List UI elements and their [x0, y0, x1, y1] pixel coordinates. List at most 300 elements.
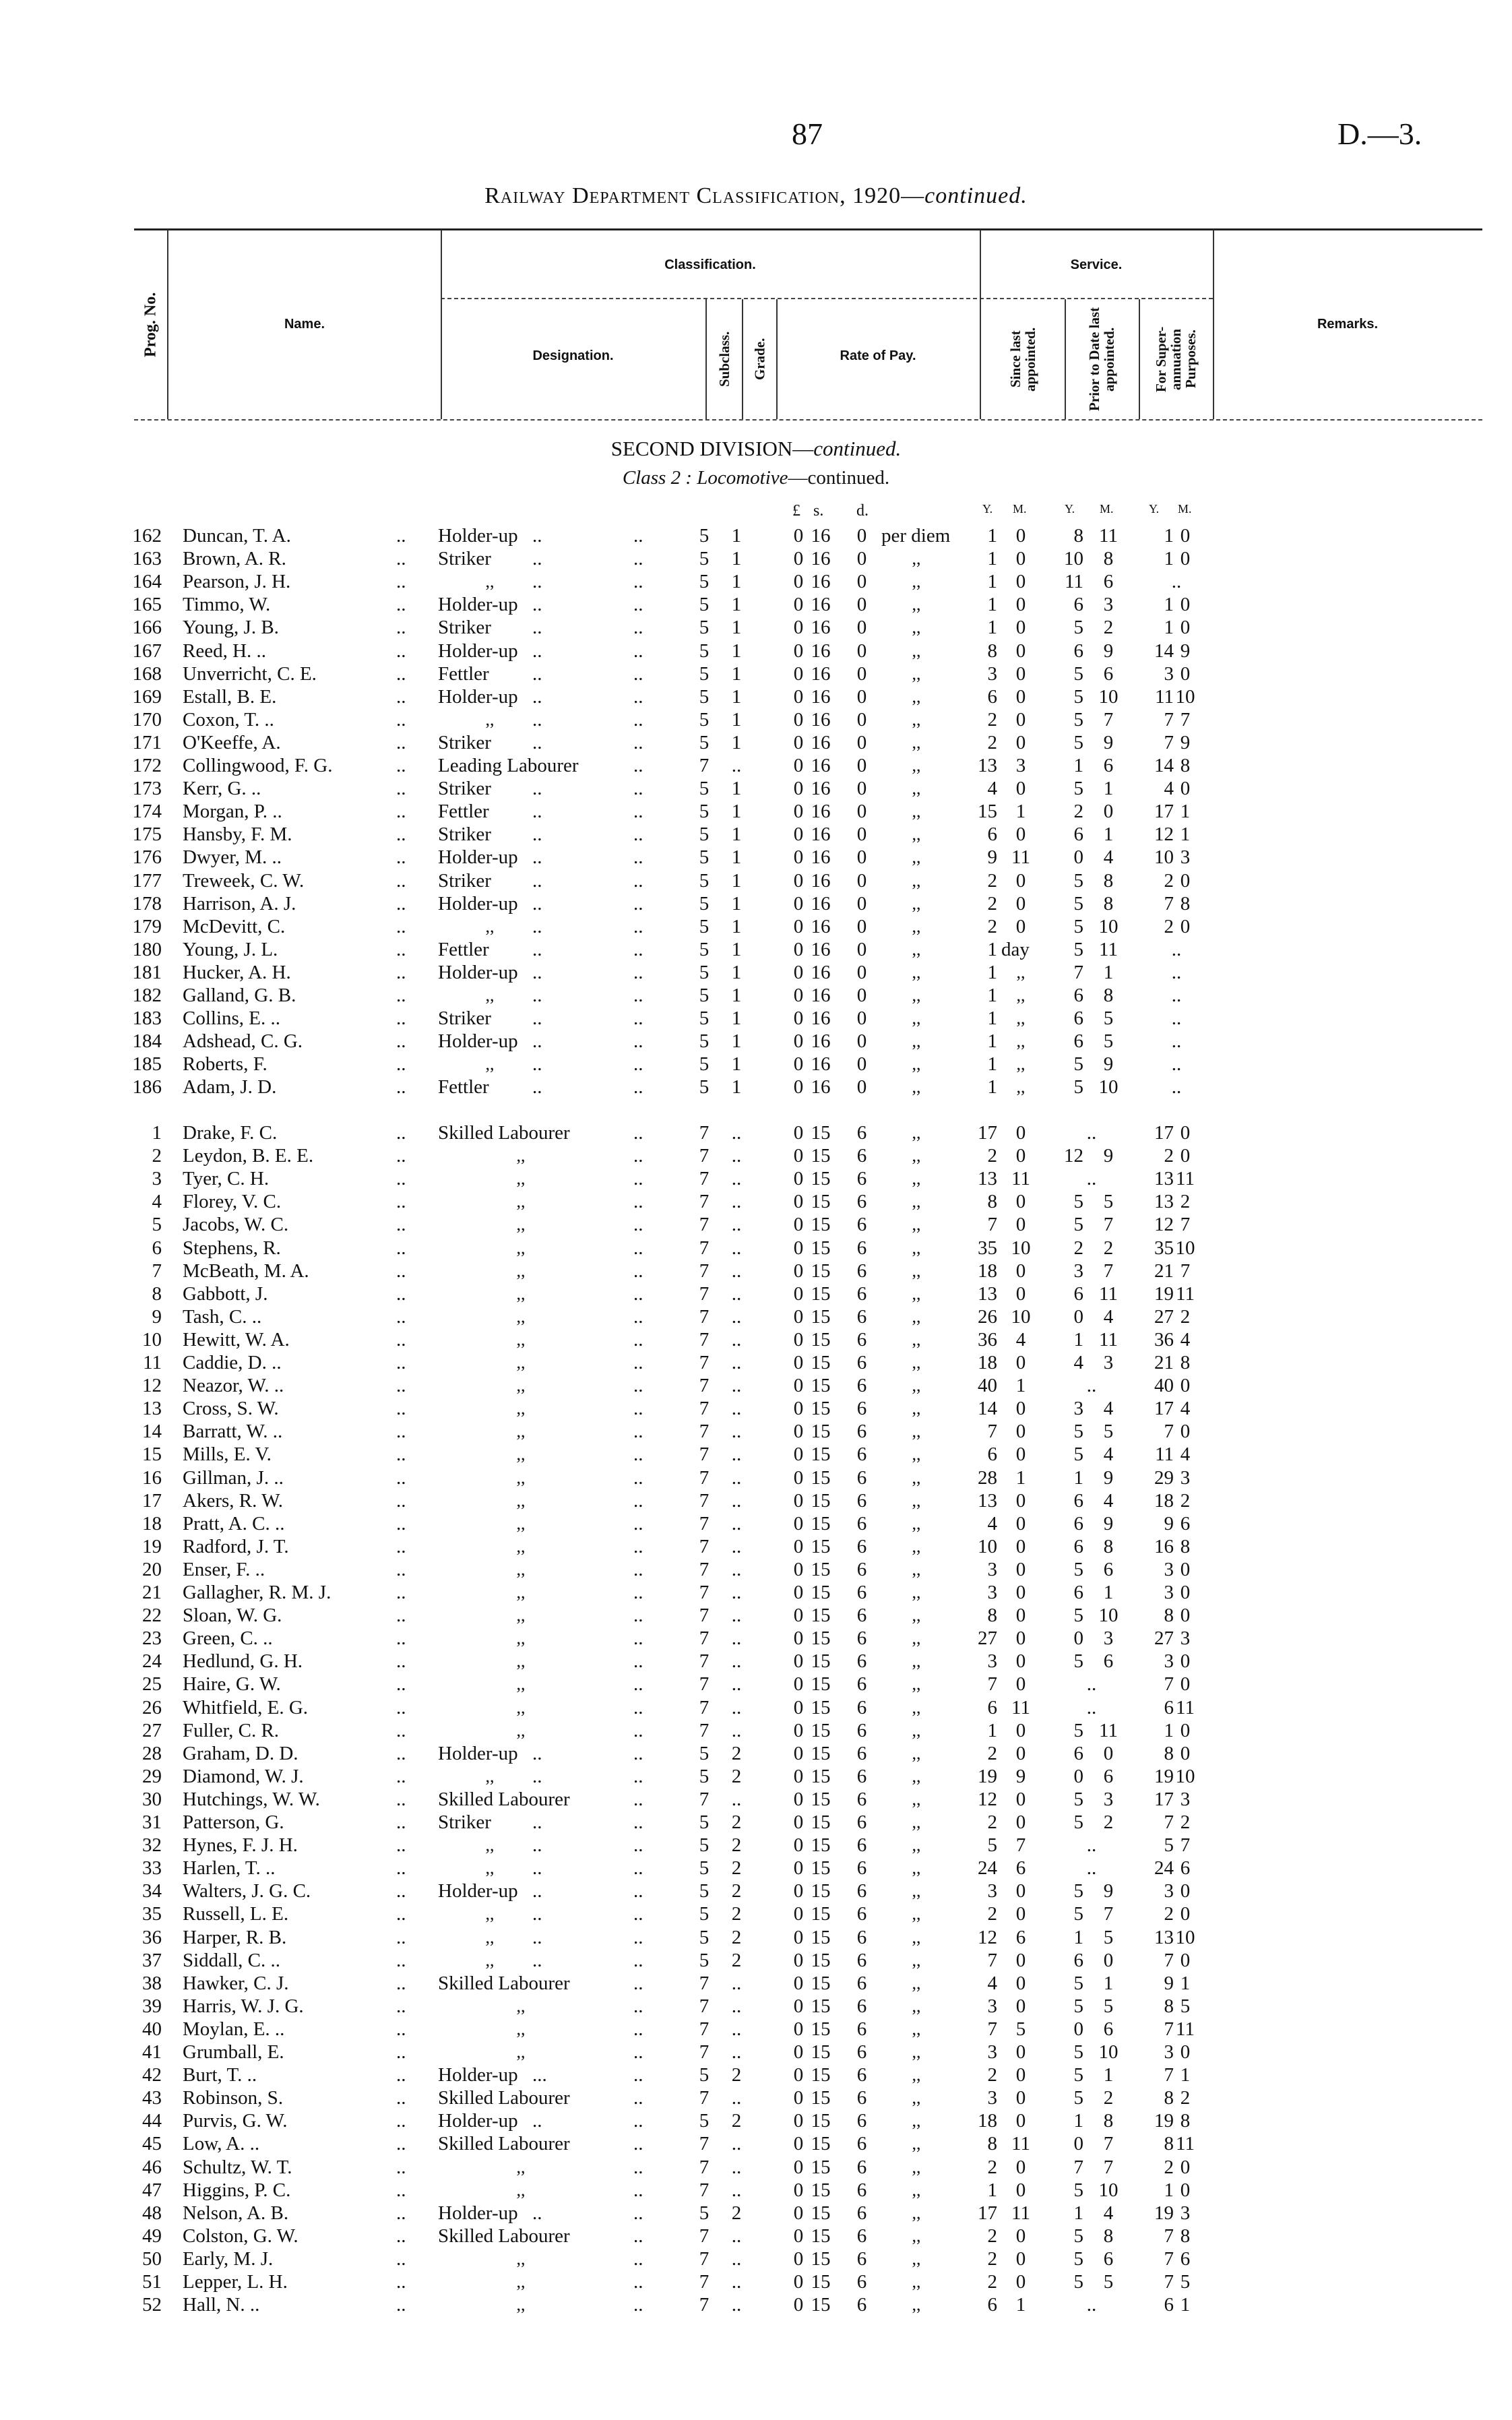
pay-pounds: 0 [793, 1168, 804, 1190]
pay-shillings: 16 [811, 1030, 831, 1053]
grade: .. [731, 1352, 742, 1373]
pay-shillings: 15 [811, 1352, 831, 1373]
prior-months: 9 [1103, 1466, 1114, 1489]
pay-pence: 6 [856, 1673, 867, 1696]
name-leader: .. [396, 548, 406, 570]
pay-pence: 6 [856, 1168, 867, 1190]
grade: 1 [731, 594, 742, 616]
table-row [0, 2225, 1512, 2247]
prog-no: 15 [142, 1444, 162, 1466]
grade: .. [731, 1535, 742, 1557]
subclass: 5 [699, 1742, 710, 1764]
designation-leader: .. [633, 892, 643, 914]
prior-years: 7 [1073, 2156, 1083, 2178]
super-years: 17 [1154, 801, 1174, 823]
prior-months: 7 [1103, 1260, 1114, 1282]
pay-unit: ,, [912, 2111, 921, 2131]
designation-leader: .. [633, 915, 643, 937]
designation-leader: .. [633, 571, 643, 593]
designation-leader: .. [633, 1352, 643, 1373]
super-months: 0 [1180, 525, 1191, 547]
pay-pence: 0 [856, 801, 867, 823]
pay-pence: 6 [856, 1857, 867, 1880]
since-years: 6 [987, 685, 997, 708]
pay-pounds: 0 [793, 1627, 804, 1650]
table-row [0, 984, 1512, 1007]
pay-pounds: 0 [793, 1650, 804, 1673]
pay-pounds: 0 [793, 1811, 804, 1833]
super-years: 35 [1154, 1237, 1174, 1259]
prior-months: 5 [1103, 1995, 1114, 2017]
super-years: 17 [1154, 1788, 1174, 1810]
employee-name: Diamond, W. J. [183, 1765, 304, 1787]
pay-shillings: 15 [811, 1857, 831, 1880]
prior-months: 0 [1103, 801, 1114, 823]
since-months: 0 [1015, 778, 1026, 800]
designation: Holder-up [438, 685, 518, 708]
since-years: 15 [978, 801, 997, 823]
grade: .. [731, 1214, 742, 1236]
since-months: 0 [1015, 571, 1026, 593]
unit-years: Y. [1065, 502, 1075, 516]
name-leader: .. [396, 2247, 406, 2270]
subclass: 7 [699, 1305, 710, 1328]
table-row [0, 524, 1512, 547]
name-leader: .. [396, 2133, 406, 2155]
table-row [0, 915, 1512, 938]
designation-leader: .. [633, 1375, 643, 1397]
pay-pounds: 0 [793, 869, 804, 892]
pay-pounds: 0 [793, 1328, 804, 1351]
prior-months: 11 [1099, 938, 1118, 960]
grade: 2 [731, 2064, 742, 2086]
pay-unit: ,, [912, 1329, 921, 1349]
since-months: 0 [1015, 1995, 1026, 2017]
subclass: 5 [699, 662, 710, 685]
pay-unit: ,, [912, 2202, 921, 2223]
prior-months: 1 [1103, 1582, 1114, 1603]
table-row [0, 1420, 1512, 1443]
pay-unit: ,, [912, 1306, 921, 1326]
prior-months: 2 [1103, 2087, 1114, 2109]
super-years: 8 [1164, 2087, 1174, 2109]
employee-name: Nelson, A. B. [183, 2202, 289, 2224]
pay-shillings: 16 [811, 1053, 831, 1076]
pay-shillings: 15 [811, 1926, 831, 1948]
name-leader: .. [396, 2087, 406, 2109]
employee-name: Collins, E. .. [183, 1007, 281, 1030]
super-months: 8 [1180, 1535, 1191, 1557]
pay-shillings: 15 [811, 1237, 831, 1259]
unit-years: Y. [982, 502, 993, 516]
pay-unit: ,, [912, 1582, 921, 1602]
prior-years: 1 [1073, 1926, 1083, 1948]
table-row [0, 1558, 1512, 1581]
table-row [0, 1260, 1512, 1282]
since-months: 0 [1015, 685, 1026, 708]
pay-pence: 0 [856, 662, 867, 685]
pay-unit: ,, [912, 2295, 921, 2315]
since-years: 10 [978, 1535, 997, 1557]
name-leader: .. [396, 1489, 406, 1512]
prog-no: 5 [152, 1214, 162, 1236]
table-row [0, 2086, 1512, 2109]
designation: Striker [438, 1811, 491, 1833]
since-months: 0 [1015, 2041, 1026, 2063]
super-months: 10 [1175, 1765, 1195, 1787]
designation-leader: .. [532, 846, 542, 869]
pay-unit: ,, [912, 1353, 921, 1372]
name-leader: .. [396, 1260, 406, 1282]
name-leader: .. [396, 1627, 406, 1650]
subclass: 5 [699, 892, 710, 914]
prog-no: 17 [142, 1489, 162, 1512]
grade: 2 [731, 1742, 742, 1764]
pay-pounds: 0 [793, 1696, 804, 1718]
employee-name: Green, C. .. [183, 1627, 273, 1650]
pay-unit: ,, [912, 2018, 921, 2039]
prog-no: 19 [142, 1535, 162, 1557]
grade: .. [731, 1558, 742, 1580]
pay-pence: 6 [856, 1145, 867, 1167]
designation-leader: .. [633, 548, 643, 570]
prog-no: 36 [142, 1926, 162, 1948]
prior-months: 4 [1103, 846, 1114, 869]
name-leader: .. [396, 1535, 406, 1557]
subclass: 5 [699, 846, 710, 869]
prog-no: 47 [142, 2179, 162, 2201]
super-months: 6 [1180, 1857, 1191, 1880]
since-years: 7 [987, 2018, 997, 2040]
designation-leader: .. [532, 1030, 542, 1053]
subclass: 7 [699, 1627, 710, 1650]
prog-no: 176 [132, 846, 162, 869]
designation-leader: .. [532, 525, 542, 547]
since-months: 6 [1015, 1926, 1026, 1948]
designation-leader: .. [633, 662, 643, 685]
employee-name: Unverricht, C. E. [183, 662, 317, 685]
pay-pence: 6 [856, 1282, 867, 1305]
since-years: 24 [978, 1857, 997, 1880]
designation: ,, [516, 1995, 526, 2016]
pay-pounds: 0 [793, 2133, 804, 2155]
employee-name: Coxon, T. .. [183, 708, 274, 731]
super-months: 0 [1180, 869, 1191, 892]
designation: Skilled Labourer [438, 2133, 570, 2155]
table-row [0, 570, 1512, 593]
super-years: 2 [1164, 1145, 1174, 1167]
pay-pence: 0 [856, 594, 867, 616]
since-years: 26 [978, 1305, 997, 1328]
pay-unit: ,, [912, 847, 921, 867]
designation: Skilled Labourer [438, 1122, 570, 1144]
pay-unit: ,, [912, 594, 921, 615]
since-months: 0 [1015, 1214, 1026, 1236]
pay-pence: 0 [856, 915, 867, 937]
name-leader: .. [396, 801, 406, 823]
since-months: 3 [1015, 755, 1026, 776]
prog-no: 30 [142, 1788, 162, 1810]
designation: ,, [516, 1421, 526, 1441]
name-leader: .. [396, 1076, 406, 1098]
prior-years: 6 [1073, 985, 1083, 1006]
designation: Holder-up [438, 1030, 518, 1053]
super-months: 11 [1176, 2133, 1195, 2155]
subclass: 5 [699, 1076, 710, 1098]
prog-no: 6 [152, 1237, 162, 1259]
pay-pence: 6 [856, 1489, 867, 1512]
pay-pounds: 0 [793, 1903, 804, 1925]
prior-months: 2 [1103, 617, 1114, 639]
employee-name: Harper, R. B. [183, 1926, 287, 1948]
pay-pounds: 0 [793, 2156, 804, 2178]
grade: 1 [731, 1007, 742, 1030]
table-row [0, 662, 1512, 685]
since-months: 4 [1015, 1328, 1026, 1351]
subclass: 5 [699, 685, 710, 708]
pay-shillings: 16 [811, 571, 831, 593]
header-name: Name. [284, 317, 325, 332]
super-years: 3 [1164, 1558, 1174, 1580]
designation: Striker [438, 617, 491, 639]
table-row [0, 1190, 1512, 1213]
subclass: 7 [699, 1466, 710, 1489]
pay-shillings: 15 [811, 2064, 831, 2086]
designation-leader: .. [633, 1673, 643, 1696]
name-leader: .. [396, 2225, 406, 2247]
employee-name: Roberts, F. [183, 1053, 267, 1076]
designation-leader: .. [633, 1444, 643, 1466]
super-months: 1 [1180, 1972, 1191, 1994]
pay-shillings: 15 [811, 1903, 831, 1925]
designation-leader: .. [532, 685, 542, 708]
table-row [0, 1972, 1512, 1995]
pay-pounds: 0 [793, 1949, 804, 1971]
pay-unit: ,, [912, 640, 921, 660]
super-years: 14 [1154, 640, 1174, 662]
prog-no: 49 [142, 2225, 162, 2247]
prog-no: 186 [132, 1076, 162, 1098]
prior-months: 1 [1103, 824, 1114, 846]
pay-unit: ,, [912, 985, 921, 1005]
pay-unit: ,, [912, 1513, 921, 1533]
subclass: 7 [699, 1558, 710, 1580]
name-leader: .. [396, 594, 406, 616]
prior-months: 11 [1099, 1719, 1118, 1741]
super-months: 7 [1180, 1260, 1191, 1282]
designation-leader: .. [633, 2018, 643, 2040]
employee-name: Enser, F. .. [183, 1558, 265, 1580]
prior-years: .. [1086, 1673, 1097, 1696]
pay-unit: ,, [912, 939, 921, 959]
super-years: 16 [1154, 1535, 1174, 1557]
pay-pounds: 0 [793, 2087, 804, 2109]
designation-leader: .. [532, 1949, 542, 1971]
grade: .. [731, 2018, 742, 2040]
pay-pence: 0 [856, 640, 867, 662]
pay-shillings: 16 [811, 824, 831, 846]
name-leader: .. [396, 2202, 406, 2224]
prior-months: 2 [1103, 1237, 1114, 1259]
designation-leader: .. [532, 938, 542, 960]
pay-unit: ,, [912, 2225, 921, 2245]
designation-leader: .. [532, 1007, 542, 1030]
pay-pounds: 0 [793, 1742, 804, 1764]
designation-leader: .. [633, 869, 643, 892]
pay-pence: 0 [856, 755, 867, 776]
since-years: 3 [987, 662, 997, 685]
since-months: 0 [1015, 1421, 1026, 1443]
pay-shillings: 15 [811, 1214, 831, 1236]
since-months: 0 [1015, 662, 1026, 685]
prior-months: 9 [1103, 1512, 1114, 1534]
prior-years: 5 [1073, 2247, 1083, 2270]
prog-no: 171 [132, 731, 162, 753]
employee-name: Grumball, E. [183, 2041, 284, 2063]
pay-pence: 0 [856, 571, 867, 593]
pay-shillings: 15 [811, 1949, 831, 1971]
pay-pence: 6 [856, 1582, 867, 1603]
prior-years: 6 [1073, 1949, 1083, 1971]
pay-pence: 0 [856, 708, 867, 731]
prior-months: 1 [1103, 2064, 1114, 2086]
since-years: 35 [978, 1237, 997, 1259]
pay-pounds: 0 [793, 685, 804, 708]
designation: ,, [485, 1858, 495, 1878]
prior-years: 1 [1073, 2110, 1083, 2132]
designation-leader: .. [633, 708, 643, 731]
super-months: 0 [1180, 662, 1191, 685]
since-years: 6 [987, 2294, 997, 2316]
prog-no: 170 [132, 708, 162, 731]
super-years: 2 [1164, 2156, 1174, 2178]
designation: ,, [485, 571, 495, 592]
unit-months: M. [1178, 502, 1192, 516]
designation-leader: .. [633, 1282, 643, 1305]
since-months: 0 [1015, 1122, 1026, 1144]
employee-name: Hewitt, W. A. [183, 1328, 290, 1351]
prior-years: 5 [1073, 1558, 1083, 1580]
pay-pounds: 0 [793, 617, 804, 639]
name-leader: .. [396, 731, 406, 753]
super-months: 0 [1180, 1903, 1191, 1925]
pay-shillings: 15 [811, 2271, 831, 2293]
pay-pence: 6 [856, 2064, 867, 2086]
designation: Leading Labourer [438, 755, 579, 776]
since-months: 0 [1015, 2225, 1026, 2247]
name-leader: .. [396, 892, 406, 914]
subclass: 7 [699, 1995, 710, 2017]
prog-no: 32 [142, 1834, 162, 1857]
prior-years: 5 [1073, 2179, 1083, 2201]
since-years: 2 [987, 1742, 997, 1764]
designation: ,, [516, 1283, 526, 1303]
prior-years: 5 [1073, 1444, 1083, 1466]
prior-years: 5 [1073, 662, 1083, 685]
name-leader: .. [396, 1673, 406, 1696]
pay-shillings: 16 [811, 594, 831, 616]
designation-leader: .. [633, 1030, 643, 1053]
prog-no: 169 [132, 685, 162, 708]
super-years: 17 [1154, 1398, 1174, 1420]
pay-pence: 0 [856, 1053, 867, 1076]
designation-leader: .. [633, 1926, 643, 1948]
subclass: 7 [699, 1582, 710, 1603]
super-years: 1 [1164, 548, 1174, 570]
designation: ,, [485, 916, 495, 936]
prior-years: 2 [1073, 801, 1083, 823]
since-years: 3 [987, 2087, 997, 2109]
designation: ,, [516, 2272, 526, 2291]
name-leader: .. [396, 640, 406, 662]
pay-pounds: 0 [793, 1719, 804, 1741]
designation-leader: .. [532, 1076, 542, 1098]
prior-months: 8 [1103, 548, 1114, 570]
pay-unit: ,, [912, 2065, 921, 2085]
pay-pounds: 0 [793, 1834, 804, 1857]
grade: 2 [731, 1834, 742, 1857]
employee-name: Haire, G. W. [183, 1673, 281, 1696]
employee-name: Early, M. J. [183, 2247, 274, 2270]
super-months: 3 [1180, 1788, 1191, 1810]
grade: 2 [731, 1765, 742, 1787]
pay-unit: ,, [912, 1812, 921, 1832]
prog-no: 162 [132, 525, 162, 547]
name-leader: .. [396, 1191, 406, 1213]
prog-no: 1 [152, 1122, 162, 1144]
since-months: 0 [1015, 1582, 1026, 1603]
pay-unit: ,, [912, 1559, 921, 1579]
employee-name: Purvis, G. W. [183, 2110, 288, 2132]
pay-unit: ,, [912, 1766, 921, 1786]
designation-leader: .. [633, 2041, 643, 2063]
since-months: 10 [1011, 1305, 1031, 1328]
designation-leader: .. [633, 846, 643, 869]
pay-unit: ,, [912, 1398, 921, 1419]
prog-no: 18 [142, 1512, 162, 1534]
since-years: 7 [987, 1214, 997, 1236]
designation-leader: .. [633, 594, 643, 616]
prog-no: 44 [142, 2110, 162, 2132]
pay-pounds: 0 [793, 1305, 804, 1328]
pay-pence: 6 [856, 2018, 867, 2040]
pay-pounds: 0 [793, 1282, 804, 1305]
prior-months: 9 [1103, 1880, 1114, 1902]
super-months: 6 [1180, 1512, 1191, 1534]
subclass: 7 [699, 1605, 710, 1627]
designation-leader: .. [633, 938, 643, 960]
since-years: 27 [978, 1627, 997, 1650]
table-row [0, 961, 1512, 984]
since-months: 0 [1015, 869, 1026, 892]
table-row [0, 892, 1512, 915]
pay-pence: 6 [856, 1512, 867, 1534]
super-months: 0 [1180, 1673, 1191, 1696]
prior-years: 5 [1073, 2225, 1083, 2247]
pay-pence: 0 [856, 869, 867, 892]
name-leader: .. [396, 1811, 406, 1833]
super-months: 10 [1175, 1926, 1195, 1948]
grade: .. [731, 1237, 742, 1259]
super-years: 8 [1164, 2133, 1174, 2155]
unit-months: M. [1100, 502, 1114, 516]
pay-pounds: 0 [793, 1673, 804, 1696]
employee-name: Leydon, B. E. E. [183, 1145, 314, 1167]
table-row [0, 1765, 1512, 1788]
table-row [0, 2179, 1512, 2202]
table-row [0, 2247, 1512, 2270]
table-row [0, 2018, 1512, 2041]
